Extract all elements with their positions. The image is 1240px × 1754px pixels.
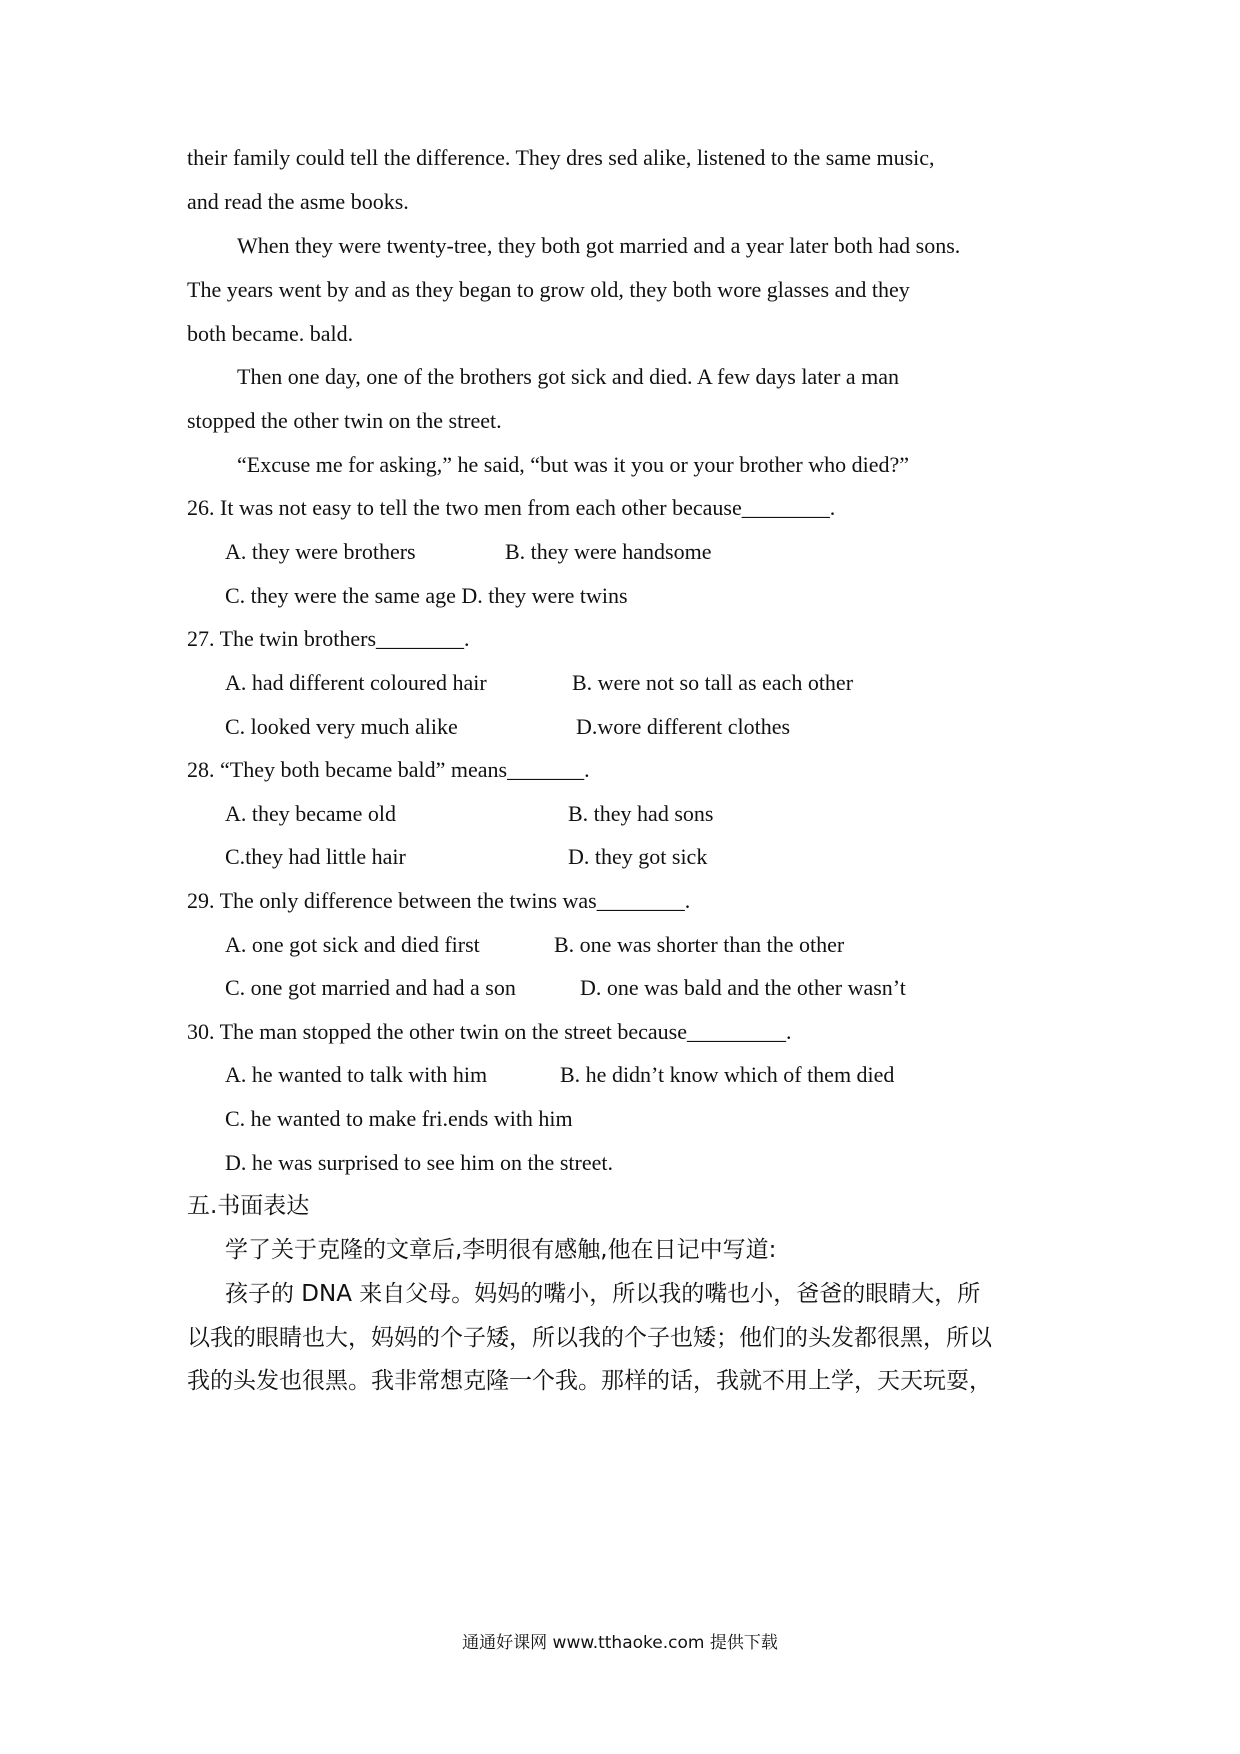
- option-d: D.wore different clothes: [576, 714, 791, 739]
- option-b: B. he didn’t know which of them died: [560, 1062, 895, 1087]
- passage-line: Then one day, one of the brothers got sick and died. A few days later a man: [237, 364, 900, 389]
- option-b: B. one was shorter than the other: [554, 932, 845, 957]
- question-stem: 27. The twin brothers________.: [187, 626, 470, 651]
- question-stem: 29. The only difference between the twins was________.: [187, 888, 691, 913]
- writing-line: 以我的眼睛也大，妈妈的个子矮，所以我的个子也矮；他们的头发都很黑，所以: [187, 1325, 992, 1351]
- option-b: B. they were handsome: [505, 539, 712, 564]
- option-a: A. had different coloured hair: [225, 670, 487, 695]
- option-a: A. one got sick and died first: [225, 932, 480, 957]
- question-stem: 30. The man stopped the other twin on the street because_________.: [187, 1019, 792, 1044]
- passage-line: stopped the other twin on the street.: [187, 408, 502, 433]
- question-stem: 28. “They both became bald” means_______.: [187, 757, 590, 782]
- option-a: A. they became old: [225, 801, 397, 826]
- passage-line: and read the asme books.: [187, 189, 409, 214]
- passage-line: “Excuse me for asking,” he said, “but was it you or your brother who died?”: [237, 452, 910, 477]
- section-heading: 五.书面表达: [187, 1193, 310, 1219]
- option-c: C. looked very much alike: [225, 714, 458, 739]
- writing-prompt: 学了关于克隆的文章后,李明很有感触,他在日记中写道:: [225, 1237, 777, 1263]
- question-stem: 26. It was not easy to tell the two men from each other because________.: [187, 495, 836, 520]
- option-d: D. he was surprised to see him on the street.: [225, 1150, 613, 1175]
- passage-line: both became. bald.: [187, 321, 354, 346]
- option-a: A. he wanted to talk with him: [225, 1062, 488, 1087]
- writing-line: 我的头发也很黑。我非常想克隆一个我。那样的话，我就不用上学，天天玩耍，: [187, 1368, 992, 1394]
- passage-line: their family could tell the difference. They dres sed alike, listened to the same music,: [187, 145, 935, 170]
- option-a: A. they were brothers: [225, 539, 416, 564]
- option-d: D. one was bald and the other wasn’t: [580, 975, 906, 1000]
- passage-line: When they were twenty-tree, they both got married and a year later both had sons.: [237, 233, 961, 258]
- option-c: C. he wanted to make fri.ends with him: [225, 1106, 573, 1131]
- writing-line: 孩子的 DNA 来自父母。妈妈的嘴小，所以我的嘴也小，爸爸的眼睛大，所: [225, 1281, 981, 1307]
- option-c: C. one got married and had a son: [225, 975, 516, 1000]
- passage-line: The years went by and as they began to grow old, they both wore glasses and they: [187, 277, 910, 302]
- option-c-d: C. they were the same age D. they were twins: [225, 583, 628, 608]
- option-b: B. they had sons: [568, 801, 714, 826]
- option-c: C.they had little hair: [225, 844, 406, 869]
- option-b: B. were not so tall as each other: [572, 670, 854, 695]
- option-d: D. they got sick: [568, 844, 708, 869]
- page-footer: 通通好课网 www.tthaoke.com 提供下载: [462, 1633, 778, 1653]
